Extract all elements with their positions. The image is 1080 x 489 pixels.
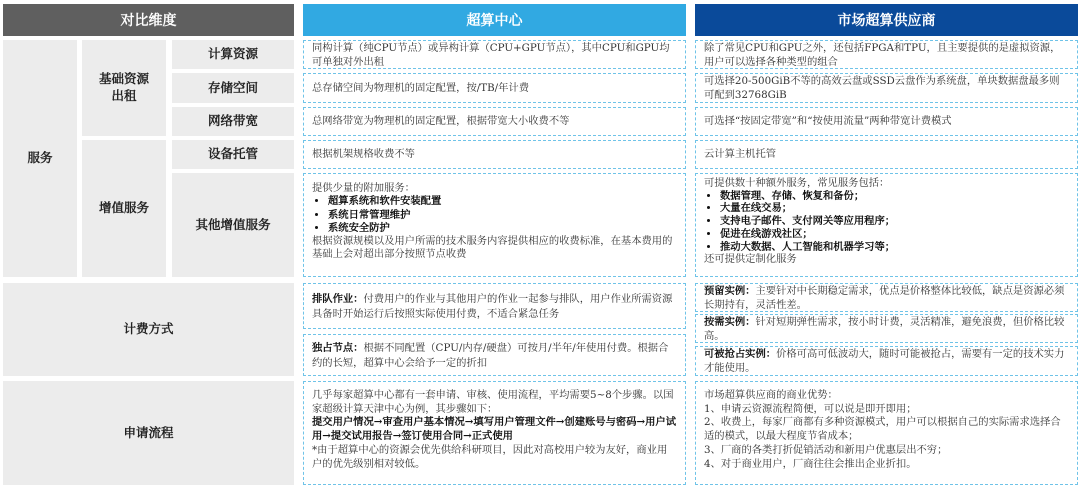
- label-value-added: [82, 140, 166, 277]
- mk-value-added-list: [704, 190, 1069, 254]
- label-other-value-added-text: 其他增值服务: [195, 216, 271, 232]
- sc-billing-exclusive-title: 独占节点：: [312, 342, 364, 354]
- sc-billing-exclusive-cell: [303, 334, 686, 376]
- header-dimension: 对比维度: [3, 4, 294, 36]
- label-value-added-text: 增值服务: [98, 200, 149, 216]
- list-item: 2、收费上，每家厂商都有多种资源模式，用户可以根据自己的实际需求选择合适的模式，以最大程度节省成本；: [704, 416, 1061, 443]
- sc-value-added-cell: [303, 173, 686, 277]
- label-billing-text: 计费方式: [123, 321, 174, 337]
- label-bandwidth: [172, 107, 294, 136]
- label-hosting-text: 设备托管: [207, 146, 258, 162]
- list-item: • 推动大数据、人工智能和机器学习等；: [720, 241, 1069, 254]
- sc-storage-cell: [303, 73, 686, 103]
- label-compute: [172, 40, 294, 69]
- list-item: • 大量在线交易；: [720, 202, 1069, 215]
- mk-billing-spot-title: 可被抢占实例：: [704, 348, 777, 360]
- header-market: 市场超算供应商: [695, 4, 1078, 36]
- mk-billing-ondemand-text: 针对短期弹性需求，按小时计费，灵活精准，避免浪费，但价格比较高。: [704, 316, 1065, 342]
- mk-value-added-cell: [695, 173, 1078, 277]
- mk-billing-spot-text: 价格可高可低波动大，随时可能被抢占，需要有一定的技术实力才能使用。: [704, 348, 1065, 374]
- sc-application-cell: [303, 381, 686, 485]
- sc-bandwidth-cell: [303, 107, 686, 136]
- header-supercomputing: 超算中心: [303, 4, 686, 36]
- sc-value-added-list: [312, 195, 677, 235]
- mk-hosting-cell: [695, 140, 1078, 169]
- mk-value-added-outro: 还可提供定制化服务: [704, 253, 797, 266]
- label-storage-text: 存储空间: [207, 79, 258, 95]
- mk-billing-ondemand-title: 按需实例：: [704, 316, 756, 328]
- mk-billing-reserved-text: 主要针对中长期稳定需求，优点是价格整体比较低，缺点是资源必须长期持有，灵活性差。: [704, 285, 1065, 311]
- sc-billing-queue-title: 排队作业：: [312, 293, 364, 305]
- mk-storage-cell: 可选择20-500GiB不等的高效云盘或SSD云盘作为系统盘，单块数据盘最多则可配到32768GiB: [695, 73, 1078, 103]
- mk-hosting-text: 云计算主机托管: [704, 148, 777, 161]
- list-item: 4、对于商业用户，厂商往往会推出企业折扣。: [704, 457, 917, 470]
- label-other-value-added: [172, 173, 294, 277]
- list-item: 3、厂商的各类打折促销活动和新用户优惠层出不穷；: [704, 443, 948, 456]
- list-item: • 系统日常管理维护: [328, 209, 677, 222]
- label-billing: [3, 283, 294, 376]
- sc-application-intro: 几乎每家超算中心都有一套申请、审核、使用流程，平均需要5~8个步骤。以国家超级计算天津中心为例，其步骤如下：: [312, 389, 674, 415]
- mk-bandwidth-text: 可选择“按固定带宽”和“按使用流量”两种带宽计费模式: [704, 115, 952, 128]
- mk-billing-ondemand-cell: [695, 314, 1078, 343]
- mk-billing-reserved-title: 预留实例：: [704, 285, 756, 297]
- list-item: • 促进在线游戏社区；: [720, 228, 1069, 241]
- sc-bandwidth-text: 总网络带宽为物理机的固定配置，根据带宽大小收费不等: [312, 115, 570, 128]
- label-bandwidth-text: 网络带宽: [207, 113, 258, 129]
- sc-billing-queue-text: 付费用户的作业与其他用户的作业一起参与排队，用户作业所需资源具备时开始运行后按照实际使用付费，不适合紧急任务: [312, 293, 673, 320]
- mk-billing-spot-cell: [695, 346, 1078, 376]
- label-compute-text: 计算资源: [207, 46, 258, 62]
- mk-billing-reserved-cell: [695, 283, 1078, 312]
- label-hosting: [172, 140, 294, 169]
- sc-billing-queue-cell: [303, 283, 686, 329]
- mk-compute-cell: 除了常见CPU和GPU之外，还包括FPGA和TPU，且主要提供的是虚拟资源，用户可以选择各种类型的组合: [695, 40, 1078, 69]
- list-item: • 数据管理、存储、恢复和备份；: [720, 190, 1069, 203]
- mk-value-added-intro: 可提供数十种额外服务，常见服务包括：: [704, 177, 890, 189]
- label-infra-rent-text: 基础资源出租: [98, 71, 149, 103]
- sc-application-note: *由于超算中心的资源会优先供给科研项目，因此对高校用户较为友好，商业用户的优先级别相对较低。: [312, 443, 668, 470]
- mk-application-intro: 市场超算供应商的商业优势：: [704, 389, 838, 401]
- label-infra-rent: [82, 40, 166, 136]
- sc-storage-text: 总存储空间为物理机的固定配置，按/TB/年计费: [312, 81, 530, 94]
- list-item: 1、申请云资源流程简便，可以说是即开即用；: [704, 402, 917, 415]
- list-item: • 超算系统和软件安装配置: [328, 195, 677, 208]
- list-item: • 系统安全防护: [328, 222, 677, 235]
- sc-hosting-text: 根据机架规格收费不等: [312, 148, 415, 161]
- label-application-text: 申请流程: [123, 424, 174, 440]
- mk-bandwidth-cell: [695, 107, 1078, 136]
- label-service: [3, 40, 77, 277]
- sc-value-added-intro: 提供少量的附加服务：: [312, 182, 415, 194]
- label-service-text: 服务: [27, 150, 53, 166]
- label-application: [3, 381, 294, 485]
- sc-billing-exclusive-text: 根据不同配置（CPU/内存/硬盘）可按月/半年/年使用付费。根据合约的长短，超算中心会给予一定的折扣: [312, 342, 669, 369]
- mk-application-cell: [695, 381, 1078, 485]
- sc-hosting-cell: [303, 140, 686, 169]
- list-item: • 支持电子邮件、支付网关等应用程序；: [720, 215, 1069, 228]
- label-storage: [172, 73, 294, 103]
- sc-value-added-outro: 根据资源规模以及用户所需的技术服务内容提供相应的收费标准，在基本费用的基础上会对超出部分按照节点收费: [312, 235, 673, 261]
- sc-compute-cell: 同构计算（纯CPU节点）或异构计算（CPU+GPU节点），其中CPU和GPU均可单独对外出租: [303, 40, 686, 69]
- sc-application-steps: 提交用户情况→审查用户基本情况→填写用户管理文件→创建账号与密码→用户试用→提交试用报告→签订使用合同→正式使用: [312, 416, 677, 443]
